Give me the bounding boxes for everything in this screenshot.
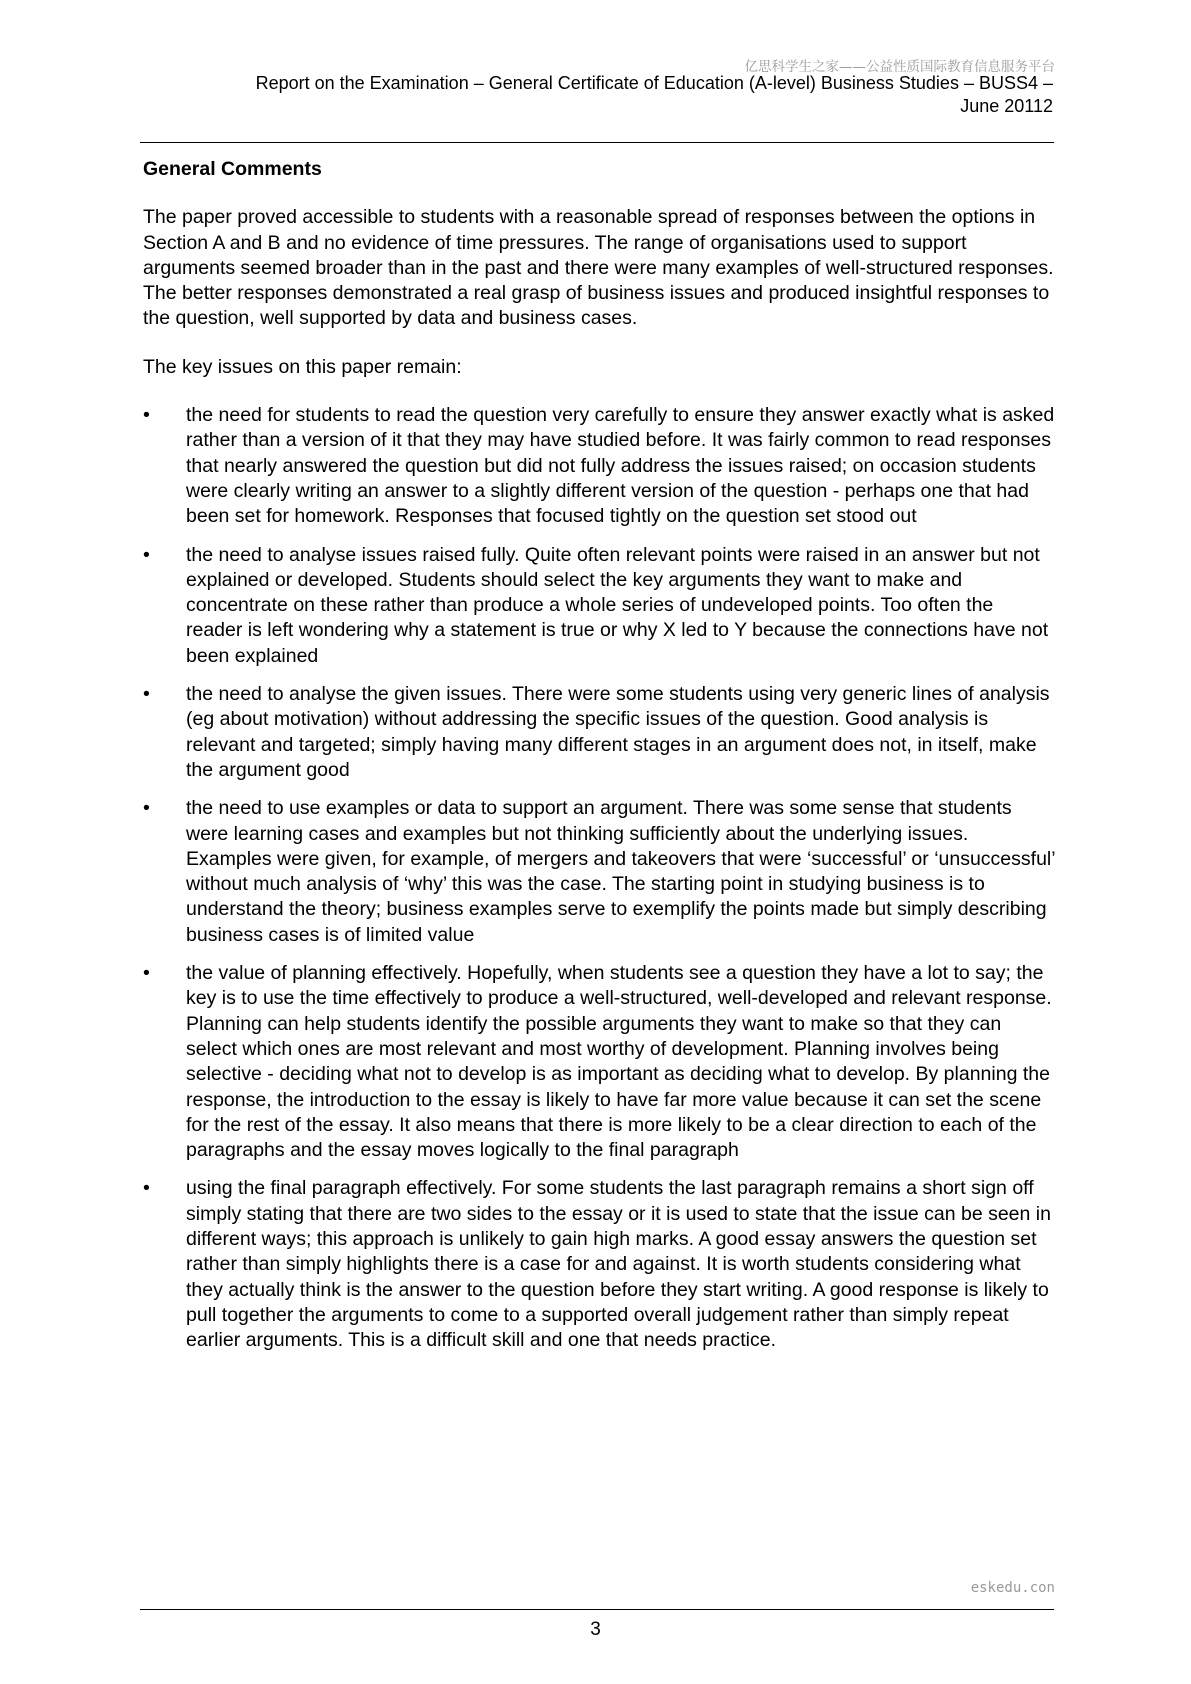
list-item: [143, 796, 1055, 948]
header-line-2: June 20112: [960, 96, 1053, 116]
section-heading: General Comments: [143, 158, 322, 180]
bullet-icon: •: [143, 543, 150, 566]
intro-paragraph: The paper proved accessible to students with a reasonable spread of responses between the options in Section A and B and no evidence of time pressures. The range of organisations used to support arguments seemed broader than in the past and there were many examples of well-structured responses. The better responses demonstrated a real grasp of business issues and produced insightful responses to the question, well supported by data and business cases.: [143, 206, 1054, 330]
list-item-text: using the final paragraph effectively. For some students the last paragraph remains a short sign off simply stating that there are two sides to the essay or it is used to state that the issue can be seen in different ways; this approach is unlikely to gain high marks. A good essay answers the question set rather than simply highlights there is a case for and against. It is worth students considering what they actually think is the answer to the question before they start writing. A good response is likely to pull together the arguments to come to a supported overall judgement rather than simply repeat earlier arguments. This is a difficult skill and one that needs practice.: [186, 1177, 1051, 1352]
watermark-bottom: eskedu.con: [970, 1580, 1055, 1596]
bullet-icon: •: [143, 404, 150, 427]
list-item: [143, 961, 1055, 1163]
list-item-text: the value of planning effectively. Hopefully, when students see a question they have a lot to say; the key is to use the time effectively to produce a well-structured, well-developed and relevant response. Planning can help students identify the possible arguments they want to make so that they can select which ones are most relevant and most worthy of development. Planning involves being selective - deciding what not to develop is as important as deciding what to develop. By planning the response, the introduction to the essay is likely to have far more value because it can set the scene for the rest of the essay. It also means that there is more likely to be a clear direction to each of the paragraphs and the essay moves logically to the final paragraph: [186, 962, 1052, 1162]
list-item: [143, 403, 1055, 529]
footer-divider: [140, 1609, 1054, 1610]
bullet-icon: •: [143, 683, 150, 706]
running-header: [140, 72, 1053, 118]
list-item: [143, 1176, 1055, 1353]
page-number: 3: [590, 1619, 601, 1640]
list-item: [143, 543, 1055, 669]
list-item-text: the need for students to read the question very carefully to ensure they answer exactly what is asked rather than a version of it that they may have studied before. It was fairly common to read responses that nearly answered the question but did not fully address the issues raised; on occasion students were clearly writing an answer to a slightly different version of the question - perhaps one that had been set for homework. Responses that focused tightly on the question set stood out: [186, 404, 1055, 528]
main-content: [143, 157, 1055, 1366]
lead-paragraph: The key issues on this paper remain:: [143, 355, 462, 378]
bullet-icon: •: [143, 962, 150, 985]
bullet-icon: •: [143, 1177, 150, 1200]
key-issues-list: [143, 403, 1055, 1353]
list-item: [143, 682, 1055, 783]
watermark-top: 亿思科学生之家——公益性质国际教育信息服务平台: [744, 59, 1055, 75]
list-item-text: the need to analyse the given issues. There were some students using very generic lines of analysis (eg about motivation) without addressing the specific issues of the question. Good analysis is relevant and targeted; simply having many different stages in an argument does not, in itself, make the argument good: [186, 683, 1050, 781]
header-line-1: Report on the Examination – General Certificate of Education (A-level) Business Studies – BUSS4 –: [255, 73, 1053, 93]
header-divider: [140, 142, 1054, 143]
list-item-text: the need to analyse issues raised fully. Quite often relevant points were raised in an answer but not explained or developed. Students should select the key arguments they want to make and concentrate on these rather than produce a whole series of undeveloped points. Too often the reader is left wondering why a statement is true or why X led to Y because the connections have not been explained: [186, 543, 1049, 667]
list-item-text: the need to use examples or data to support an argument. There was some sense that students were learning cases and examples but not thinking sufficiently about the underlying issues. Examples were given, for example, of mergers and takeovers that were ‘successful’ or ‘unsuccessful’ without much analysis of ‘why’ this was the case. The starting point in studying business is to understand the theory; business examples serve to exemplify the points made but simply describing business cases is of limited value: [186, 797, 1055, 946]
bullet-icon: •: [143, 797, 150, 820]
